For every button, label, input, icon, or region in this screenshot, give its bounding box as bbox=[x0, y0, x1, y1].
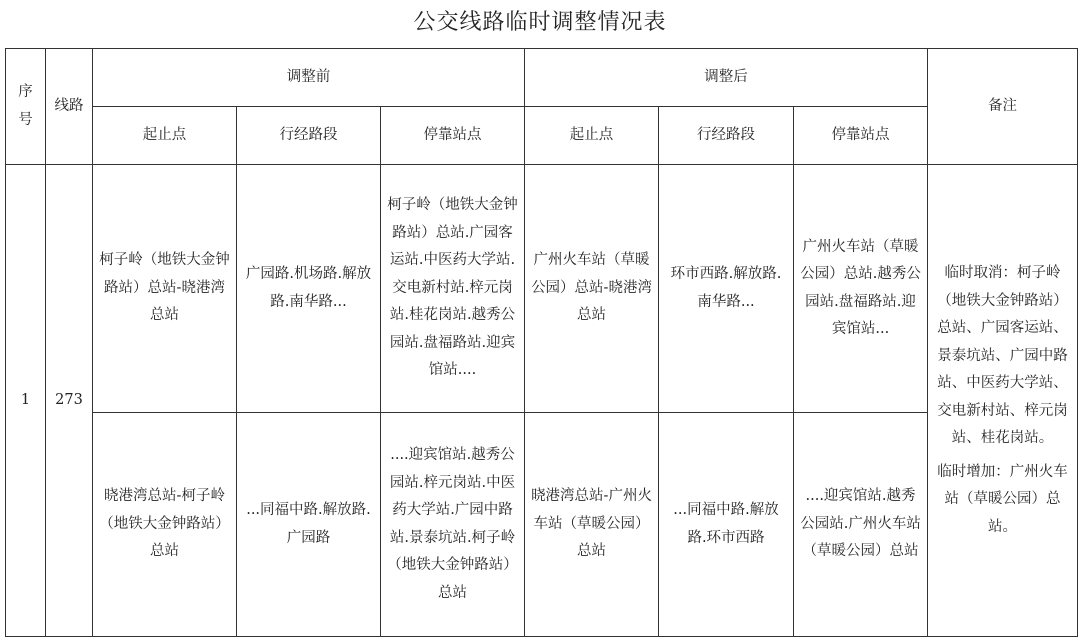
header-before: 调整前 bbox=[93, 49, 525, 107]
dir1-before-terminals: 柯子岭（地铁大金钟路站）总站-晓港湾总站 bbox=[93, 165, 237, 413]
header-seq: 序号 bbox=[6, 49, 46, 165]
dir2-after-terminals: 晓港湾总站-广州火车站（草暖公园）总站 bbox=[525, 413, 659, 637]
header-after: 调整后 bbox=[525, 49, 928, 107]
dir1-after-route: 环市西路.解放路.南华路... bbox=[659, 165, 794, 413]
header-after-terminals: 起止点 bbox=[525, 107, 659, 165]
dir1-after-terminals: 广州火车站（草暖公园）总站-晓港湾总站 bbox=[525, 165, 659, 413]
table-row bbox=[6, 165, 1078, 413]
header-after-stops: 停靠站点 bbox=[794, 107, 928, 165]
dir2-before-route: ...同福中路.解放路.广园路 bbox=[237, 413, 381, 637]
table-row bbox=[6, 413, 1078, 637]
row-seq: 1 bbox=[6, 165, 46, 637]
route-adjustment-table bbox=[5, 48, 1078, 637]
header-row-sub bbox=[6, 107, 1078, 165]
header-before-stops: 停靠站点 bbox=[381, 107, 525, 165]
dir2-after-route: ...同福中路.解放路.环市西路 bbox=[659, 413, 794, 637]
remarks-add: 临时增加：广州火车站（草暖公园）总站。 bbox=[937, 463, 1068, 535]
dir2-before-terminals: 晓港湾总站-柯子岭（地铁大金钟路站）总站 bbox=[93, 413, 237, 637]
dir1-before-stops: 柯子岭（地铁大金钟路站）总站.广园客运站.中医药大学站.交电新村站.梓元岗站.桂花岗站.越秀公园站.盘福路站.迎宾馆站.... bbox=[381, 165, 525, 413]
header-before-route: 行经路段 bbox=[237, 107, 381, 165]
header-remarks: 备注 bbox=[928, 49, 1078, 165]
header-row-top bbox=[6, 49, 1078, 107]
row-line: 273 bbox=[46, 165, 93, 637]
dir2-after-stops: ....迎宾馆站.越秀公园站.广州火车站（草暖公园）总站 bbox=[794, 413, 928, 637]
header-after-route: 行经路段 bbox=[659, 107, 794, 165]
header-line: 线路 bbox=[46, 49, 93, 165]
remarks-cancel: 临时取消：柯子岭（地铁大金钟路站）总站、广园客运站、景泰坑站、广园中路站、中医药大学站、交电新村站、梓元岗站、桂花岗站。 bbox=[937, 265, 1068, 446]
dir1-before-route: 广园路.机场路.解放路.南华路... bbox=[237, 165, 381, 413]
dir2-before-stops: ....迎宾馆站.越秀公园站.梓元岗站.中医药大学站.广园中路站.景泰坑站.柯子岭（地铁大金钟路站）总站 bbox=[381, 413, 525, 637]
dir1-after-stops: 广州火车站（草暖公园）总站.越秀公园站.盘福路站.迎宾馆站... bbox=[794, 165, 928, 413]
table-title: 公交线路临时调整情况表 bbox=[413, 10, 667, 35]
row-remarks bbox=[928, 165, 1078, 637]
header-before-terminals: 起止点 bbox=[93, 107, 237, 165]
